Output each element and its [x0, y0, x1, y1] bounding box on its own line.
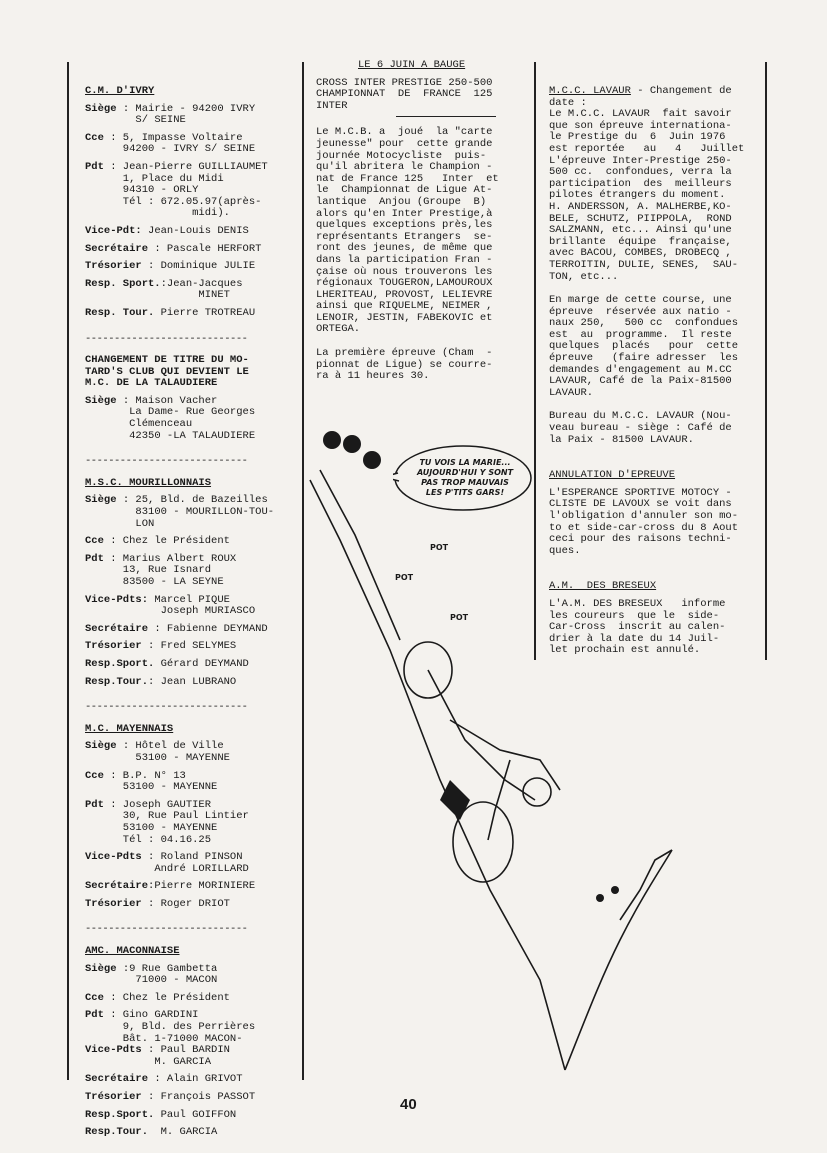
entry-row: Cce : 5, Impasse Voltaire 94200 - IVRY S/ SEINE [85, 131, 256, 156]
entry-row: Resp.Tour. M. GARCIA [85, 1126, 218, 1139]
entry-row: Secrétaire : Pascale HERFORT [85, 242, 262, 255]
pot-label: POT [430, 543, 449, 552]
entry-row: Secrétaire :Pierre MORINIERE [85, 880, 256, 893]
club-msc-mourillonnais [85, 478, 295, 688]
entry-row: Resp.Sport. Gérard DEYMAND [85, 657, 249, 670]
notice-paragraph: Le M.C.C. LAVAUR fait savoir que son épreuve internationa- le Prestige du 6 Juin 1976 est reportée au 4 Juillet L'épreuve Inter-Prestige 250- 500 cc. confondues, verra la participation des meilleurs pilotes étrangers du moment. H. ANDERSSON, A. MALHERBE,KO- BELE, SCHUTZ, PIIPPOLA, ROND SALZMANN, etc... Ainsi qu'une brillante équipe française, avec BACOU, COMBES, DROBECQ , TERROITIN, DULIE, SENES, SAU- TON, etc... [549, 108, 745, 283]
club-cm-divry [85, 86, 295, 320]
club-title: CHANGEMENT DE TITRE DU MO- TARD'S CLUB QUI DEVIENT LE M.C. DE LA TALAUDIERE [85, 354, 249, 390]
entry-row: Cce : Chez le Président [85, 535, 230, 548]
entry-row: Trésorier : Fred SELYMES [85, 640, 237, 653]
entry-row: Secrétaire : Fabienne DEYMAND [85, 622, 268, 635]
entry-row: Pdt : Marius Albert ROUX 13, Rue Isnard 83500 - LA SEYNE [85, 552, 237, 588]
notice-paragraph: L'ESPERANCE SPORTIVE MOTOCY - CLISTE DE LAVOUX se voit dans l'obligation d'annuler son mo- to et side-car-cross du 8 Aout ceci pour des raisons techni- ques. [549, 486, 739, 557]
right-column-rule-right [765, 62, 767, 660]
entry-row: Cce : Chez le Président [85, 991, 230, 1004]
entry-row: Siège : Maison Vacher La Dame- Rue Georges Clémenceau 42350 -LA TALAUDIERE [85, 394, 256, 442]
club-talaudiere [85, 355, 295, 442]
entry-row: Siège : Hôtel de Ville 53100 - MAYENNE [85, 740, 230, 764]
pot-label: POT [450, 613, 469, 622]
middle-column [316, 60, 531, 395]
article-paragraph: Le M.C.B. a joué la "carte jeunesse" pour cette grande journée Motocycliste puis- qu'il abritera le Champion - nat de France 125 Inter et le Championnat de Ligue At- lantique Anjou (Groupe B) alors qu'en Inter Prestige,à quelques exceptions près,les représentants Etrangers se- ront des jeunes, de même que dans la participation Fran - çaise où nous trouverons les régionaux TOUGERON,LAMOUROUX LHERITEAU, PROVOST, LELIEVRE ainsi que RIQUELME, NEIMER , LENOIR, JESTIN, FABEKOVIC et ORTEGA. [316, 126, 499, 336]
divider [396, 116, 496, 117]
page-number: 40 [400, 1096, 417, 1113]
entry-row: Vice-Pdts: Marcel PIQUE Joseph MURIASCO [85, 593, 256, 618]
entry-row: Pdt : Joseph GAUTIER 30, Rue Paul Lintier 53100 - MAYENNE Tél : 04.16.25 [85, 798, 249, 846]
notice-paragraph: Bureau du M.C.C. LAVAUR (Nou- veau bureau - siège : Café de la Paix - 81500 LAVAUR. [549, 410, 732, 446]
entry-row: Pdt : Gino GARDINI 9, Bld. des Perrières Bât. 1-71000 MACON- [85, 1009, 256, 1045]
pot-label: POT [395, 573, 414, 582]
entry-row: Cce : B.P. N° 13 53100 - MAYENNE [85, 769, 218, 794]
separator: ---------------------------- [85, 701, 248, 714]
notice-heading: A.M. DES BRESEUX [549, 580, 657, 593]
entry-row: Pdt : Jean-Pierre GUILLIAUMET 1, Place du Midi 94310 - ORLY Tél : 672.05.97(après- midi). [85, 160, 268, 220]
notice-paragraph: En marge de cette course, une épreuve réservée aux natio - naux 250, 500 cc confondues est au programme. Il reste quelques placés pour cette épreuve (faire adresser les demandes d'engagement au M.CC LAVAUR, Café de la Paix-81500 LAVAUR. [549, 294, 739, 399]
entry-row: Secrétaire : Alain GRIVOT [85, 1073, 243, 1086]
entry-row: Vice-Pdt: Jean-Louis DENIS [85, 224, 249, 237]
entry-row: Resp. Tour. Pierre TROTREAU [85, 306, 256, 319]
entry-row: Vice-Pdts : Paul BARDIN M. GARCIA [85, 1044, 230, 1068]
left-column-rule [67, 62, 69, 1080]
club-title: C.M. D'IVRY [85, 85, 155, 97]
notice-paragraph: L'A.M. DES BRESEUX informe les coureurs que le side- Car-Cross inscrit au calen- drier à la date du 14 Juil- let prochain est annulé. [549, 597, 726, 657]
notice-heading: M.C.C. LAVAUR - Changement de date : [549, 85, 732, 109]
entry-row: Siège : 25, Bld. de Bazeilles 83100 - MOURILLON-TOU- LON [85, 494, 275, 530]
entry-row: Resp.Tour. : Jean LUBRANO [85, 675, 237, 688]
club-mc-mayennais [85, 724, 295, 911]
club-title: M.C. MAYENNAIS [85, 722, 174, 735]
club-title: M.S.C. MOURILLONNAIS [85, 476, 212, 489]
entry-row: Trésorier : François PASSOT [85, 1091, 256, 1103]
entry-row: Trésorier : Dominique JULIE [85, 260, 256, 273]
club-title: AMC. MACONNAISE [85, 945, 180, 958]
notice-heading: ANNULATION D'EPREUVE [549, 469, 676, 482]
separator: ---------------------------- [85, 332, 248, 345]
entry-row: Resp.Sport. Paul GOIFFON [85, 1108, 237, 1121]
article-paragraph: La première épreuve (Cham - pionnat de Ligue) se courre- ra à 11 heures 30. [316, 347, 493, 383]
speech-bubble-text: TU VOIS LA MARIE... AUJOURD'HUI Y SONT PAS TROP MAUVAIS LES P'TITS GARS! [416, 458, 514, 497]
entry-row: Siège :9 Rue Gambetta 71000 - MACON [85, 962, 218, 987]
left-column [85, 86, 295, 1153]
entry-row: Siège : Mairie - 94200 IVRY S/ SEINE [85, 102, 256, 127]
article-subtitle: CROSS INTER PRESTIGE 250-500 CHAMPIONNAT DE FRANCE 125 INTER [316, 76, 493, 112]
club-amc-maconnaise [85, 946, 295, 1139]
article-title: LE 6 JUIN A BAUGE [358, 59, 466, 71]
separator: ---------------------------- [85, 455, 248, 468]
right-column [549, 86, 761, 669]
separator: ---------------------------- [85, 923, 248, 936]
entry-row: Vice-Pdts : Roland PINSON André LORILLARD [85, 851, 249, 875]
entry-row: Resp. Sport. :Jean-Jacques MINET [85, 277, 243, 302]
entry-row: Trésorier : Roger DRIOT [85, 897, 230, 910]
